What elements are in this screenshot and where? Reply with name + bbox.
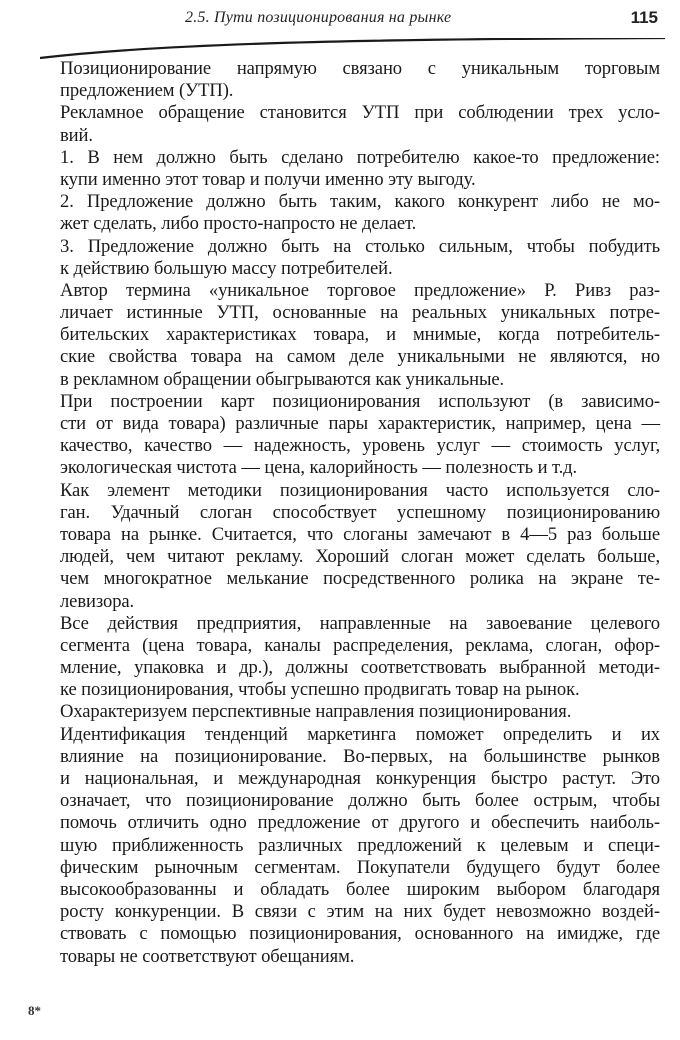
text-line: высокообразованны и обладать более широким выбором благодаря xyxy=(60,878,660,900)
text-line: товара на рынке. Считается, что слоганы замечают в 4—5 раз больше xyxy=(60,523,660,545)
text-line: означает, что позиционирование должно быть более острым, чтобы xyxy=(60,790,660,812)
text-line: купи именно этот товар и получи именно эту выгоду. xyxy=(60,168,476,190)
text-line: Как элемент методики позиционирования часто используется сло- xyxy=(60,479,660,501)
text-line: фическим рыночным сегментам. Покупатели будущего будут более xyxy=(60,856,660,878)
text-line: ствовать с помощью позиционирования, основанного на имидже, где xyxy=(60,923,660,945)
running-title: 2.5. Пути позиционирования на рынке xyxy=(185,9,452,26)
text-line: Позиционирование напрямую связано с уникальным торговым xyxy=(60,58,660,79)
text-line: и национальная, и международная конкуренция быстро растут. Это xyxy=(60,768,660,789)
text-line: сегмента (цена товара, каналы распределения, реклама, слоган, офор- xyxy=(60,634,660,656)
text-line: бительских характеристиках товара, и мнимые, когда потребитель- xyxy=(60,324,660,346)
text-line: товары не соответствуют обещаниям. xyxy=(60,945,355,967)
text-line: экологическая чистота — цена, калорийность — полезность и т.д. xyxy=(60,457,578,479)
text-line: влияние на позиционирование. Во-первых, на большинстве рынков xyxy=(60,745,660,767)
text-line: Рекламное обращение становится УТП при соблюдении трех усло- xyxy=(60,102,660,124)
text-line: людей, чем читают рекламу. Хороший слоган может сделать больше, xyxy=(60,546,660,568)
text-line: Охарактеризуем перспективные направления позиционирования. xyxy=(60,701,572,723)
text-line: вий. xyxy=(60,124,93,146)
text-line: Идентификация тенденций маркетинга поможет определить и их xyxy=(60,723,660,745)
text-line: ке позиционирования, чтобы успешно продвигать товар на рынок. xyxy=(60,679,580,701)
text-line: ган. Удачный слоган способствует успешному позиционированию xyxy=(60,501,660,523)
text-line: личает истинные УТП, основанные на реальных уникальных потре- xyxy=(60,302,660,324)
text-line: росту конкуренции. В связи с этим на них будет невозможно воздей- xyxy=(60,901,660,923)
text-line: При построении карт позиционирования используют (в зависимо- xyxy=(60,390,660,412)
text-line: шую приближенность различных предложений к целевым и специ- xyxy=(60,834,660,856)
text-line: 1. В нем должно быть сделано потребителю какое-то предложение: xyxy=(60,146,660,168)
text-line: к действию большую массу потребителей. xyxy=(60,257,393,279)
page-number: 115 xyxy=(630,8,658,27)
text-line: сти от вида товара) различные пары характеристик, например, цена — xyxy=(60,413,660,434)
text-line: мление, упаковка и др.), должны соответствовать выбранной методи- xyxy=(60,657,660,679)
body-text xyxy=(60,58,660,968)
text-line: Все действия предприятия, направленные на завоевание целевого xyxy=(60,612,660,634)
text-line: помочь отличить одно предложение от другого и обеспечить наиболь- xyxy=(60,812,660,834)
text-line: ские свойства товара на самом деле уникальными не являются, но xyxy=(60,346,660,368)
text-line: 3. Предложение должно быть на столько сильным, чтобы побудить xyxy=(60,235,660,257)
text-line: предложением (УТП). xyxy=(60,80,234,102)
text-line: чем многократное мелькание посредственного ролика на экране те- xyxy=(60,568,660,590)
text-line: в рекламном обращении обыгрываются как уникальные. xyxy=(60,368,505,390)
text-line: жет сделать, либо просто-напросто не делает. xyxy=(60,213,417,235)
text-line: левизора. xyxy=(60,590,135,612)
printer-signature: 8* xyxy=(28,1003,41,1018)
text-line: 2. Предложение должно быть таким, какого конкурент либо не мо- xyxy=(60,191,660,213)
text-line: Автор термина «уникальное торговое предложение» Р. Ривз раз- xyxy=(60,279,660,301)
text-line: качество, качество — надежность, уровень услуг — стоимость услуг, xyxy=(60,435,660,457)
